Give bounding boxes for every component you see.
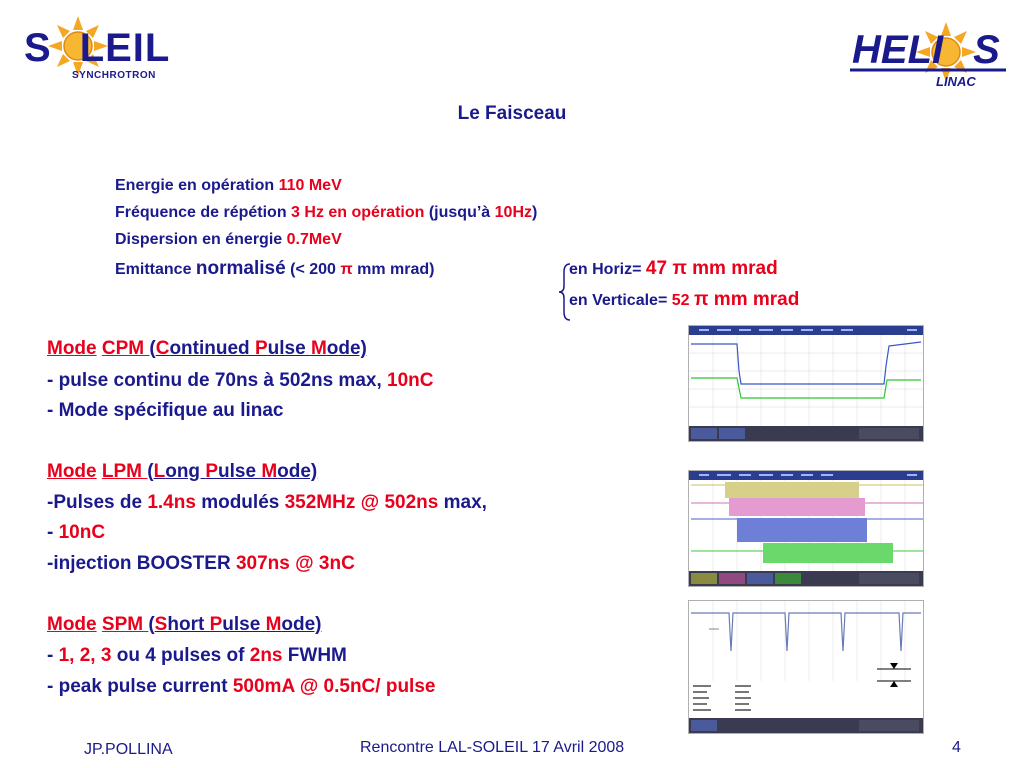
soleil-subtitle: SYNCHROTRON: [72, 70, 156, 81]
mode-lpm-line2: - 10nC: [47, 522, 106, 543]
mode-lpm-heading: Mode LPM (Long Pulse Mode): [47, 461, 318, 482]
footer-page-number: 4: [952, 739, 961, 756]
mode-spm-heading: Mode SPM (Short Pulse Mode): [47, 614, 322, 635]
pi-symbol: π: [340, 261, 353, 278]
oscilloscope-spm-image: [688, 600, 924, 734]
mode-lpm-line1: -Pulses de 1.4ns modulés 352MHz @ 502ns max,: [47, 492, 487, 513]
dispersion-value: 0.7MeV: [286, 231, 342, 248]
mode-lpm-line3: -injection BOOSTER 307ns @ 3nC: [47, 553, 355, 574]
emittance-horizontal: en Horiz= 47 π mm mrad: [569, 258, 778, 279]
mode-cpm-line2: - Mode spécifique au linac: [47, 400, 284, 421]
emittance-vertical: en Verticale= 52 π mm mrad: [569, 289, 800, 310]
footer-author: JP.POLLINA: [84, 741, 173, 758]
frequency-max-value: 10Hz: [494, 204, 532, 221]
spec-frequency: Fréquence de répétion 3 Hz en opération (jusqu’à 10Hz): [115, 204, 538, 221]
helios-logo: HELI S LINAC: [848, 14, 1008, 94]
soleil-logo: S LEIL SYNCHROTRON: [22, 14, 182, 90]
mode-cpm-line1: - pulse continu de 70ns à 502ns max, 10nC: [47, 370, 434, 391]
frequency-value: 3 Hz en opération: [291, 204, 425, 221]
footer-event: Rencontre LAL-SOLEIL 17 Avril 2008: [360, 739, 625, 756]
oscilloscope-cpm-image: [688, 325, 924, 442]
energy-value: 110 MeV: [278, 177, 342, 194]
mode-spm-line1: - 1, 2, 3 ou 4 pulses of 2ns FWHM: [47, 645, 347, 666]
spec-emittance: Emittance normalisé (< 200 π mm mrad): [115, 258, 435, 279]
oscilloscope-lpm-image: [688, 470, 924, 587]
mode-spm-line2: - peak pulse current 500mA @ 0.5nC/ pulse: [47, 676, 436, 697]
mode-cpm-heading: Mode CPM (Continued Pulse Mode): [47, 338, 367, 359]
helios-subtitle: LINAC: [936, 74, 976, 89]
spec-energy: Energie en opération 110 MeV: [115, 177, 342, 194]
slide-title: Le Faisceau: [457, 103, 567, 124]
spec-dispersion: Dispersion en énergie 0.7MeV: [115, 231, 342, 248]
